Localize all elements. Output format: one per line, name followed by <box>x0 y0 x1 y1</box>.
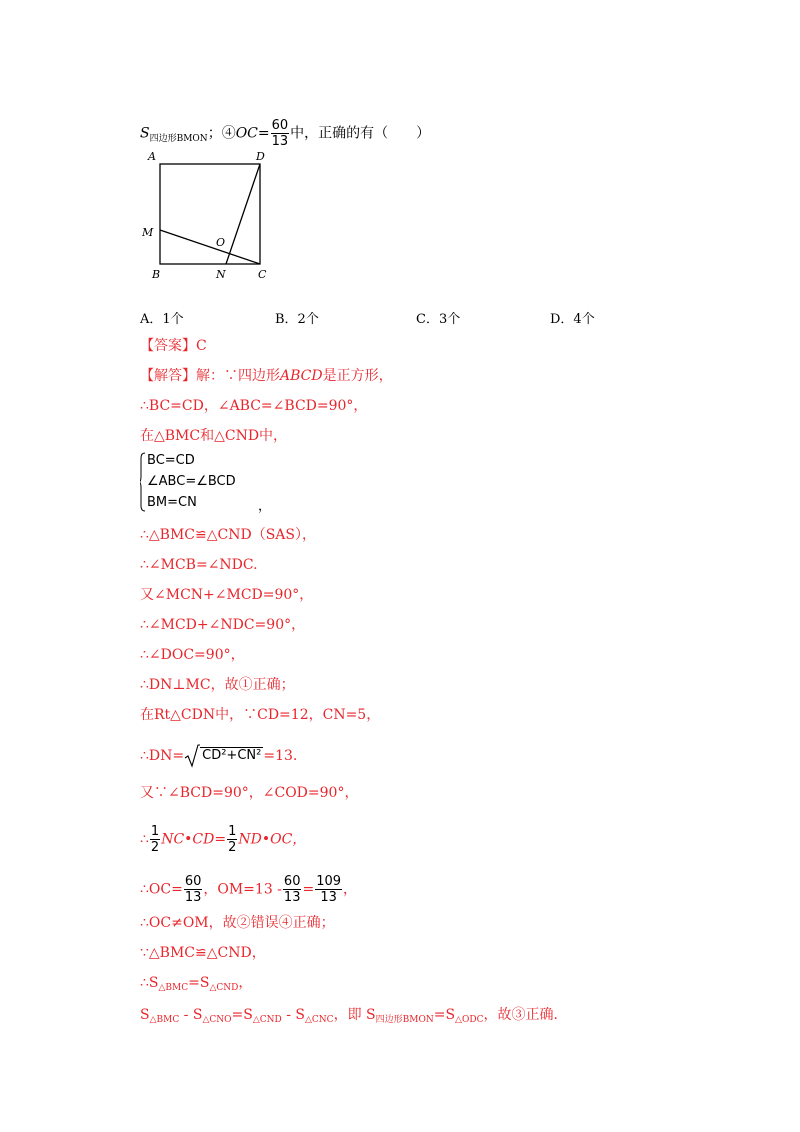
fraction-60-13-b: $\frac{60}{13}$ <box>283 874 301 905</box>
radical-icon <box>184 744 200 768</box>
option-d: D．4个 <box>550 312 595 327</box>
option-c: C．3个 <box>416 312 461 327</box>
system-comma: ， <box>258 499 272 514</box>
oc-label: OC <box>235 125 258 142</box>
option-b: B．2个 <box>275 312 319 327</box>
solution-line-1: 【解答】解：∵四边形ABCD是正方形， <box>140 368 393 384</box>
system-eq-1: BC=CD <box>147 453 195 468</box>
equation-system <box>140 452 270 514</box>
solution-line-5: ∴∠MCB=∠NDC. <box>140 557 258 573</box>
solution-line-2: ∴BC=CD，∠ABC=∠BCD=90°， <box>140 398 368 414</box>
solution-tag: 【解答】 <box>140 368 196 384</box>
solution-line-16: ∵△BMC≌△CND， <box>140 945 266 961</box>
square-figure <box>138 148 278 283</box>
segment-dn <box>226 164 260 264</box>
solution-line-14: ∴OC= $\frac{60}{13}$ ，OM=13 - $\frac{60}{13}$ = $\frac{109}{13}$ ， <box>140 874 358 905</box>
solution-line-12: 又∵∠BCD=90°，∠COD=90°， <box>140 785 359 801</box>
question-tail: 中，正确的有（ ） <box>290 125 431 142</box>
solution-line-13: ∴ $\frac{1}{2}$ NC•CD= $\frac{1}{2}$ ND•OC， <box>140 824 307 855</box>
solution-line-11: ∴DN= CD²+CN² =13. <box>140 744 297 768</box>
label-b: B <box>152 268 161 281</box>
answer-value: C <box>196 338 207 354</box>
s-label: S <box>140 125 150 142</box>
fraction-60-13-a: $\frac{60}{13}$ <box>184 874 202 905</box>
square-abcd <box>160 164 260 264</box>
brace-icon <box>140 452 146 512</box>
solution-line-4: ∴△BMC≌△CND（SAS）， <box>140 527 316 543</box>
label-m: M <box>142 226 154 239</box>
fraction-half-1: $\frac{1}{2}$ <box>150 824 160 855</box>
solution-line-17: $\therefore S_{\triangle BMC}=S_{\triangle CND}$， <box>140 975 253 993</box>
segment-mc <box>160 230 260 264</box>
system-eq-3: BM=CN <box>147 495 197 510</box>
label-c: C <box>258 268 267 281</box>
label-d: D <box>256 150 265 163</box>
equals: = <box>257 125 270 142</box>
separator: ； <box>207 125 222 142</box>
answer-line <box>140 337 207 355</box>
sqrt-expression: CD²+CN² <box>184 744 263 768</box>
label-a: A <box>148 150 156 163</box>
fraction-half-2: $\frac{1}{2}$ <box>228 824 237 855</box>
solution-line-18: $S_{\triangle BMC} - S_{\triangle CNO}=S_{\triangle CND} - S_{\triangle CNC}$，即 $S_{四边形BMON}=S_{\triangle ODC}$，故③正确. <box>140 1007 558 1025</box>
solution-line-6: 又∠MCN+∠MCD=90°， <box>140 587 314 603</box>
solution-line-3: 在△BMC和△CND中， <box>140 428 288 444</box>
solution-line-8: ∴∠DOC=90°， <box>140 647 245 663</box>
fraction-109-13: $\frac{109}{13}$ <box>316 874 342 905</box>
solution-line-7: ∴∠MCD+∠NDC=90°， <box>140 617 306 633</box>
option-a: A．1个 <box>140 312 184 327</box>
system-eq-2: ∠ABC=∠BCD <box>147 474 236 489</box>
label-o: O <box>216 236 226 249</box>
s-subscript: 四边形BMON <box>149 133 208 144</box>
label-n: N <box>216 268 226 281</box>
answer-tag: 【答案】 <box>140 338 196 354</box>
item-4-marker: ④ <box>221 125 236 142</box>
solution-line-10: 在Rt△CDN中，∵CD=12，CN=5， <box>140 707 381 723</box>
solution-line-15: ∴OC≠OM，故②错误④正确； <box>140 915 335 931</box>
question-line <box>140 118 430 149</box>
oc-fraction: $\frac{60}{13}$ <box>271 118 289 149</box>
solution-line-9: ∴DN⊥MC，故①正确； <box>140 677 295 693</box>
